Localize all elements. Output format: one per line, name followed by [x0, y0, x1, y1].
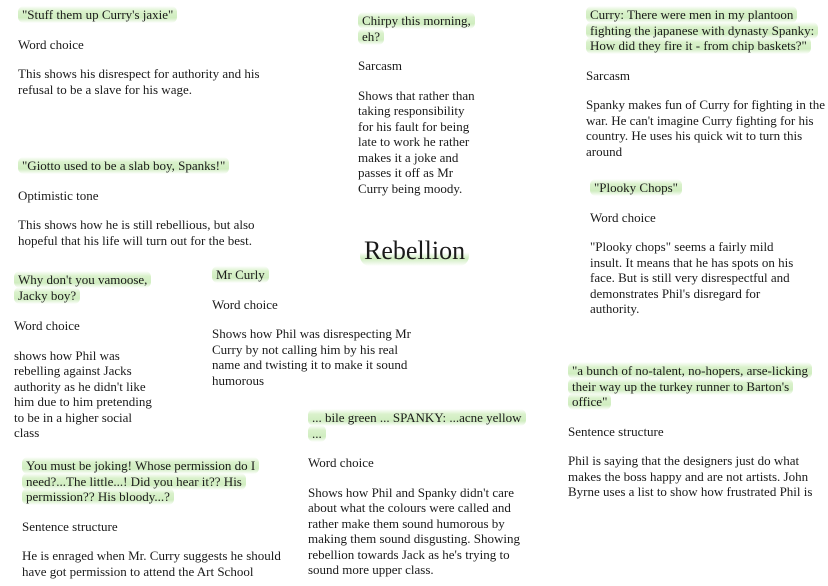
note-quote: Curry: There were men in my plantoon fighting the japanese with dynasty Spanky: How did they fire it - from chip baskets?" — [586, 6, 818, 54]
note-technique: Word choice — [308, 455, 374, 470]
note-chirpy — [358, 13, 482, 196]
note-technique: Sentence structure — [568, 423, 664, 439]
note-quote: "Giotto used to be a slab boy, Spanks!" — [18, 157, 229, 174]
note-explanation: He is enraged when Mr. Curry suggests he should have got permission to attend the Art School — [22, 548, 281, 579]
note-technique: Word choice — [212, 296, 278, 312]
note-permission — [22, 458, 297, 579]
note-plantoon — [586, 7, 826, 159]
note-quote: "a bunch of no-talent, no-hopers, arse-licking their way up the turkey runner to Barton's office" — [568, 362, 812, 410]
note-vamoose — [14, 272, 159, 441]
note-quote: Mr Curly — [212, 266, 269, 283]
note-giotto — [18, 158, 288, 248]
note-explanation: This shows his disrespect for authority and his refusal to be a slave for his wage. — [18, 66, 260, 97]
note-technique: Word choice — [590, 209, 656, 225]
note-quote: You must be joking! Whose permission do I need?...The little...! Did you hear it?? His permission?? His bloody...? — [22, 457, 259, 505]
note-technique: Word choice — [14, 318, 80, 333]
note-explanation: shows how Phil was rebelling against Jacks authority as he didn't like him due to him pretending to be in a higher social class — [14, 347, 152, 440]
note-technique: Word choice — [18, 36, 84, 52]
note-quote: Chirpy this morning, eh? — [358, 12, 475, 45]
note-technique: Sarcasm — [358, 58, 403, 73]
note-bile-green — [308, 410, 536, 578]
note-plooky-chops — [590, 180, 800, 317]
note-explanation: This shows how he is still rebellious, but also hopeful that his life will turn out for the best. — [18, 217, 255, 248]
note-technique: Sarcasm — [586, 67, 631, 83]
note-quote: "Plooky Chops" — [590, 179, 682, 196]
note-explanation: Spanky makes fun of Curry for fighting in the war. He can't imagine Curry fighting for his country. He uses his quick wit to turn this around — [586, 97, 826, 159]
page-title: Rebellion — [360, 236, 469, 266]
note-technique: Optimistic tone — [18, 187, 99, 203]
note-quote: "Stuff them up Curry's jaxie" — [18, 6, 177, 23]
note-explanation: Shows how Phil and Spanky didn't care about what the colours were called and rather make them sound humorous by making them sound disgusting. Showing rebellion towards Jack as he's trying to sound more upper class. — [308, 484, 520, 577]
note-mr-curly — [212, 267, 412, 388]
note-explanation: Shows how Phil was disrespecting Mr Curry by not calling him by his real name and twisting it to make it sound humorous — [212, 326, 411, 388]
note-quote: ... bile green ... SPANKY: ...acne yellow ... — [308, 409, 526, 442]
note-explanation: Shows that rather than taking responsibility for his fault for being late to work he rather makes it a joke and passes it off as Mr Curry being moody. — [358, 87, 475, 196]
note-quote: Why don't you vamoose, Jacky boy? — [14, 271, 151, 304]
note-explanation: Phil is saying that the designers just do what makes the boss happy and are not artists. John Byrne uses a list to show how frustrated Phil is — [568, 453, 813, 499]
note-explanation: "Plooky chops" seems a fairly mild insult. It means that he has spots on his face. But is still very disrespectful and demonstrates Phil's disregard for authority. — [590, 239, 794, 316]
note-technique: Sentence structure — [22, 518, 118, 534]
note-stuff-them-up — [18, 7, 288, 97]
note-no-hopers — [568, 363, 826, 500]
